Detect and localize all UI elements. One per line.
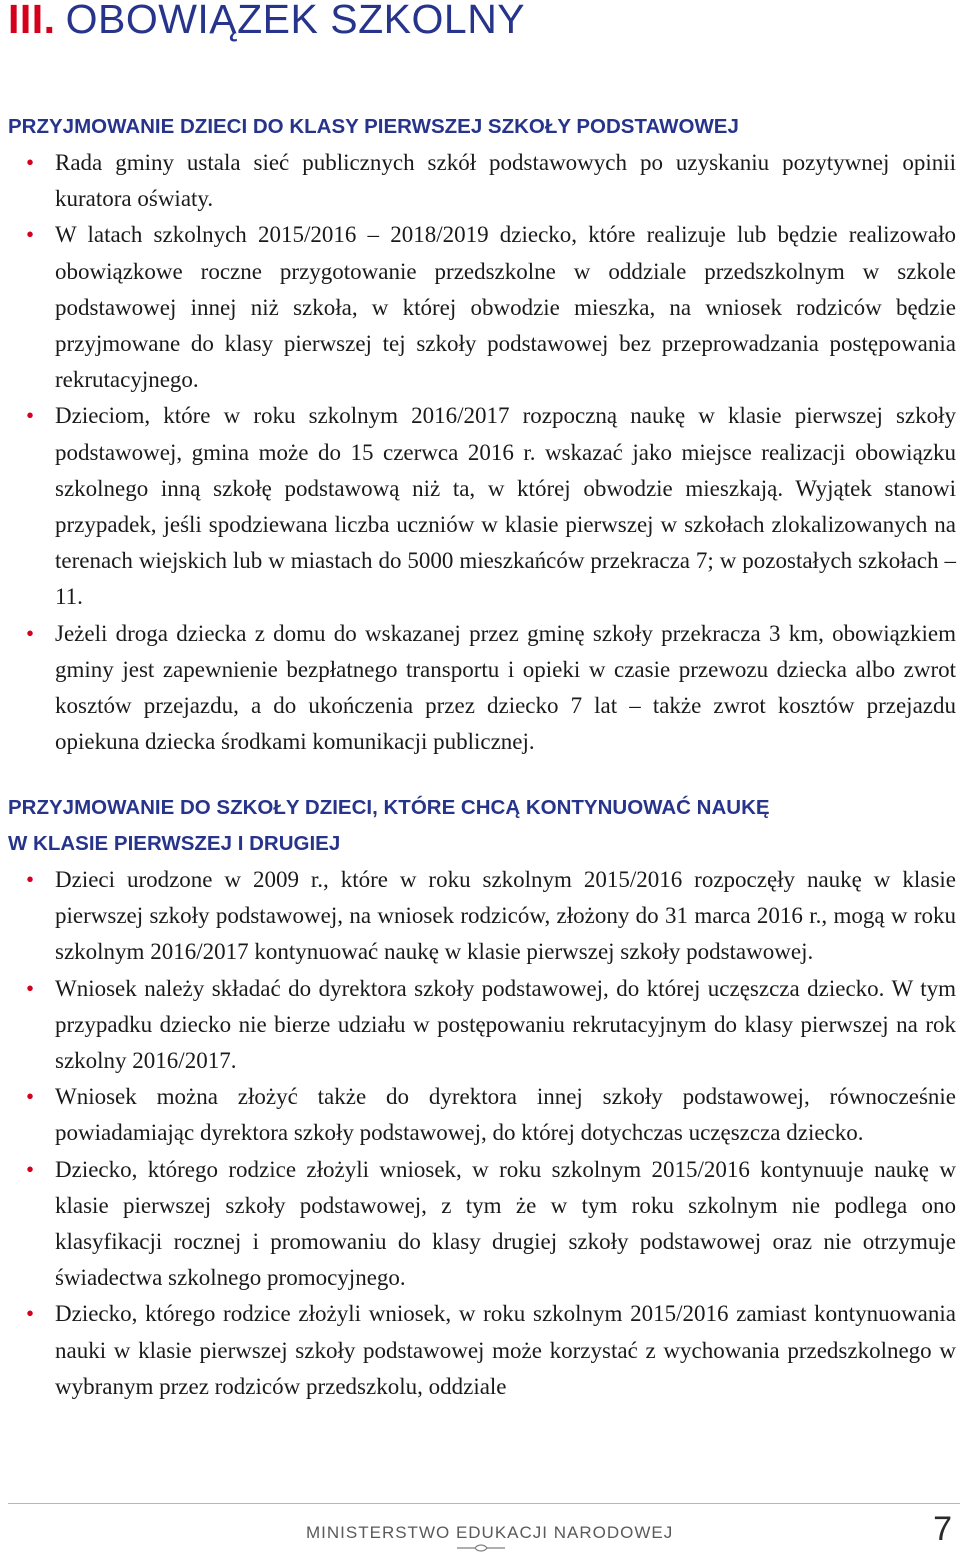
bullet-icon: • <box>26 1301 35 1327</box>
section-heading <box>8 790 956 862</box>
list-item-text: Jeżeli droga dziecka z domu do wskazanej przez gminę szkoły przekracza 3 km, obowiązkiem gminy jest zapewnienie bezpłatnego transportu i opieki w czasie przewozu dziecka albo zwrot kosztów przejazdu, a do ukończenia przez dziecko 7 lat – także zwrot kosztów przejazdu opiekuna dziecka środkami komunikacji publicznej. <box>55 620 956 755</box>
bullet-list <box>8 145 956 760</box>
list-item-text: Dziecko, którego rodzice złożyli wniosek, w roku szkolnym 2015/2016 kontynuuje naukę w klasie pierwszej szkoły podstawowej, z tym że w tym roku szkolnym nie podlega ono klasyfikacji rocznej i promowaniu do klasy drugiej szkoły podstawowej oraz nie otrzymuje świadectwa szkolnego promocyjnego. <box>55 1156 956 1291</box>
list-item-text: Dzieci urodzone w 2009 r., które w roku szkolnym 2015/2016 rozpoczęły naukę w klasie pierwszej szkoły podstawowej, na wniosek rodziców, złożony do 31 marca 2016 r., mogą w roku szkolnym 2016/2017 kontynuować naukę w klasie pierwszej szkoły podstawowej. <box>55 867 956 965</box>
ornament-icon <box>455 1543 507 1553</box>
footer-divider <box>8 1503 960 1504</box>
section-heading-line: PRZYJMOWANIE DO SZKOŁY DZIECI, KTÓRE CHCĄ KONTYNUOWAĆ NAUKĘ <box>8 796 770 819</box>
section-heading <box>8 109 956 145</box>
bullet-icon: • <box>26 867 35 892</box>
list-item-text: Wniosek można złożyć także do dyrektora innej szkoły podstawowej, równocześnie powiadamiając dyrektora szkoły podstawowej, do której dotychczas uczęszcza dziecko. <box>55 1084 956 1146</box>
bullet-icon: • <box>26 1084 35 1110</box>
section-admission-first-grade <box>8 109 956 760</box>
chapter-number: III. <box>8 0 56 42</box>
list-item-text: W latach szkolnych 2015/2016 – 2018/2019 dziecko, które realizuje lub będzie realizowało obowiązkowe roczne przygotowanie przedszkolne w oddziale przedszkolnym w szkole podstawowej innej niż szkoła, w której obwodzie mieszka, na wniosek rodziców będzie przyjmowane do klasy pierwszej tej szkoły podstawowej bez przeprowadzania postępowania rekrutacyjnego. <box>55 222 956 393</box>
chapter-title-text: OBOWIĄZEK SZKOLNY <box>65 0 526 42</box>
bullet-icon: • <box>26 222 35 248</box>
chapter-title <box>8 0 525 42</box>
list-item <box>8 1079 956 1151</box>
bullet-icon: • <box>26 150 35 175</box>
bullet-list <box>8 862 956 1405</box>
list-item <box>8 1152 956 1297</box>
footer-ministry: MINISTERSTWO EDUKACJI NARODOWEJ <box>306 1523 674 1542</box>
list-item <box>8 145 956 217</box>
page-number: 7 <box>933 1510 952 1548</box>
list-item-text: Rada gminy ustala sieć publicznych szkół podstawowych po uzyskaniu pozytywnej opinii kuratora oświaty. <box>55 150 956 212</box>
bullet-icon: • <box>26 620 35 646</box>
list-item-text: Wniosek należy składać do dyrektora szkoły podstawowej, do której uczęszcza dziecko. W tym przypadku dziecko nie bierze udziału w postępowaniu rekrutacyjnym do klasy pierwszej na rok szkolny 2016/2017. <box>55 975 956 1074</box>
list-item-text: Dziecko, którego rodzice złożyli wniosek, w roku szkolnym 2015/2016 zamiast kontynuowania nauki w klasie pierwszej szkoły podstawowej może korzystać z wychowania przedszkolnego w wybranym przez rodziców przedszkolu, oddziale <box>55 1301 956 1399</box>
bullet-icon: • <box>26 1156 35 1182</box>
list-item <box>8 1296 956 1405</box>
list-item <box>8 616 956 761</box>
list-item <box>8 398 956 615</box>
section-heading-line: W KLASIE PIERWSZEJ I DRUGIEJ <box>8 832 341 855</box>
section-heading-line: PRZYJMOWANIE DZIECI DO KLASY PIERWSZEJ SZKOŁY PODSTAWOWEJ <box>8 115 739 138</box>
bullet-icon: • <box>26 975 35 1001</box>
bullet-icon: • <box>26 403 35 429</box>
list-item <box>8 971 956 1080</box>
list-item <box>8 862 956 971</box>
list-item-text: Dzieciom, które w roku szkolnym 2016/2017 rozpoczną naukę w klasie pierwszej szkoły podstawowej, gmina może do 15 czerwca 2016 r. wskazać jako miejsce realizacji obowiązku szkolnego inną szkołę podstawową niż ta, w której obwodzie mieszkają. Wyjątek stanowi przypadek, jeśli spodziewana liczba uczniów w klasie pierwszej w szkołach zlokalizowanych na terenach wiejskich lub w miastach do 5000 mieszkańców przekracza 7; w pozostałych szkołach – 11. <box>55 403 956 610</box>
section-continuing-first-grade <box>8 790 956 1405</box>
list-item <box>8 217 956 398</box>
